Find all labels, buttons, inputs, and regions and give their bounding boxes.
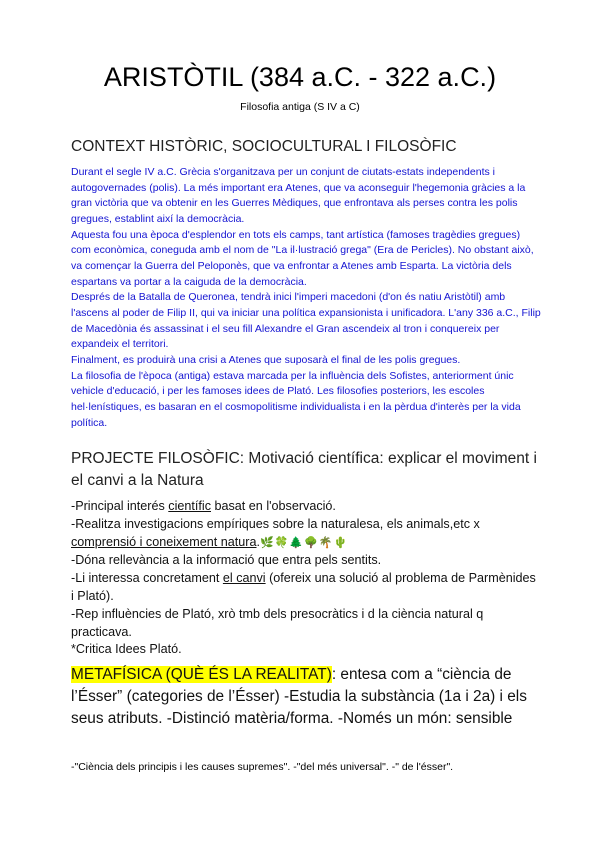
page-subtitle: Filosofia antiga (S IV a C): [240, 101, 360, 113]
context-paragraph-4: Finalment, es produirà una crisi a Atenes que suposarà el final de les polis gregues.: [71, 353, 461, 366]
context-paragraph-5: La filosofia de l'època (antiga) estava marcada per la influència dels Sofistes, anteriorment únic vehicle d'educació, i per les famoses idees de Plató. Les filosofies posteriors, les escoles hel·lenístiques, es basaran en el cosmopolitisme individualista i en la pèrdua d'interès per la vida política.: [71, 369, 521, 429]
page-title: ARISTÒTIL (384 a.C. - 322 a.C.): [103, 62, 497, 92]
palm-tree-icon: 🌴: [318, 536, 334, 549]
evergreen-tree-icon: 🌲: [289, 536, 305, 549]
metaphysics-section: [71, 664, 541, 730]
context-paragraph-1: Durant el segle IV a.C. Grècia s'organitzava per un conjunt de ciutats-estats independents i autogovernades (polis). La més important era Atenes, que va aconseguir l'hegemonia gràcies a la gran victòria que va obtenir en les Guerres Mèdiques, que enfrontava als perses contra les polis gregues, establint així la democràcia.: [71, 166, 526, 225]
context-paragraph-3: Després de la Batalla de Queronea, tendrà inici l'imperi macedoni (d'on és natiu Aristòtil) amb l'ascens al poder de Filip II, qui va iniciar una política expansionista i unificadora. L'any 336 a.C., Filip de Macedònia és assassinat i el seu fill Alexandre el Gran ascendeix al tron i conquereix per expandeix el territori.: [71, 291, 541, 351]
metaphysics-highlight: METAFÍSICA (QUÈ ÉS LA REALITAT): [71, 666, 332, 683]
project-item-6: *Critica Idees Plató.: [71, 642, 182, 657]
project-item-2: -Realitza investigacions empíriques sobre la naturalesa, els animals,etc x comprensió i coneixement natura.🌿🍀🌲🌳🌴🌵: [71, 516, 541, 553]
herb-icon: 🌿: [260, 536, 275, 549]
project-list: [71, 498, 541, 659]
cactus-icon: 🌵: [333, 536, 349, 549]
context-heading: CONTEXT HISTÒRIC, SOCIOCULTURAL I FILOSÒFIC: [71, 138, 457, 155]
project-item-4: -Li interessa concretament el canvi (ofereix una solució al problema de Parmènides i Plató).: [71, 571, 536, 603]
context-text: [71, 165, 541, 431]
plant-icons: [260, 537, 348, 549]
context-paragraph-2: Aquesta fou una època d'esplendor en tots els camps, tant artística (famoses tragèdies gregues) com econòmica, coneguda amb el nom de "La il·lustració grega" (Era de Pericles). No obstant això, va començar la Guerra del Peloponès, que va enfrontar a Atenes amb Esparta. La victòria dels espartans va portar a la caiguda de la democràcia.: [71, 228, 534, 288]
project-item-5: -Rep influències de Plató, xrò tmb dels presocràtics i d la ciència natural q practicava.: [71, 606, 484, 639]
clover-icon: 🍀: [274, 536, 290, 549]
deciduous-tree-icon: 🌳: [304, 536, 319, 549]
metaphysics-text: : entesa com a “ciència de l’Ésser” (categories de l’Ésser) -Estudia la substància (1a i 2a) i els seus atributs. -Distinció matèria/forma. -Només un món: sensible: [71, 666, 527, 727]
project-item-1: -Principal interés científic basat en l'observació.: [71, 499, 336, 513]
metaphysics-quote: -"Ciència dels principis i les causes supremes". -"del més universal". -" de l'ésser".: [71, 761, 454, 773]
project-item-3: -Dóna rellevància a la informació que entra pels sentits.: [71, 553, 382, 568]
project-heading: PROJECTE FILOSÒFIC: Motivació científica: explicar el moviment i el canvi a la Natura: [71, 450, 537, 489]
